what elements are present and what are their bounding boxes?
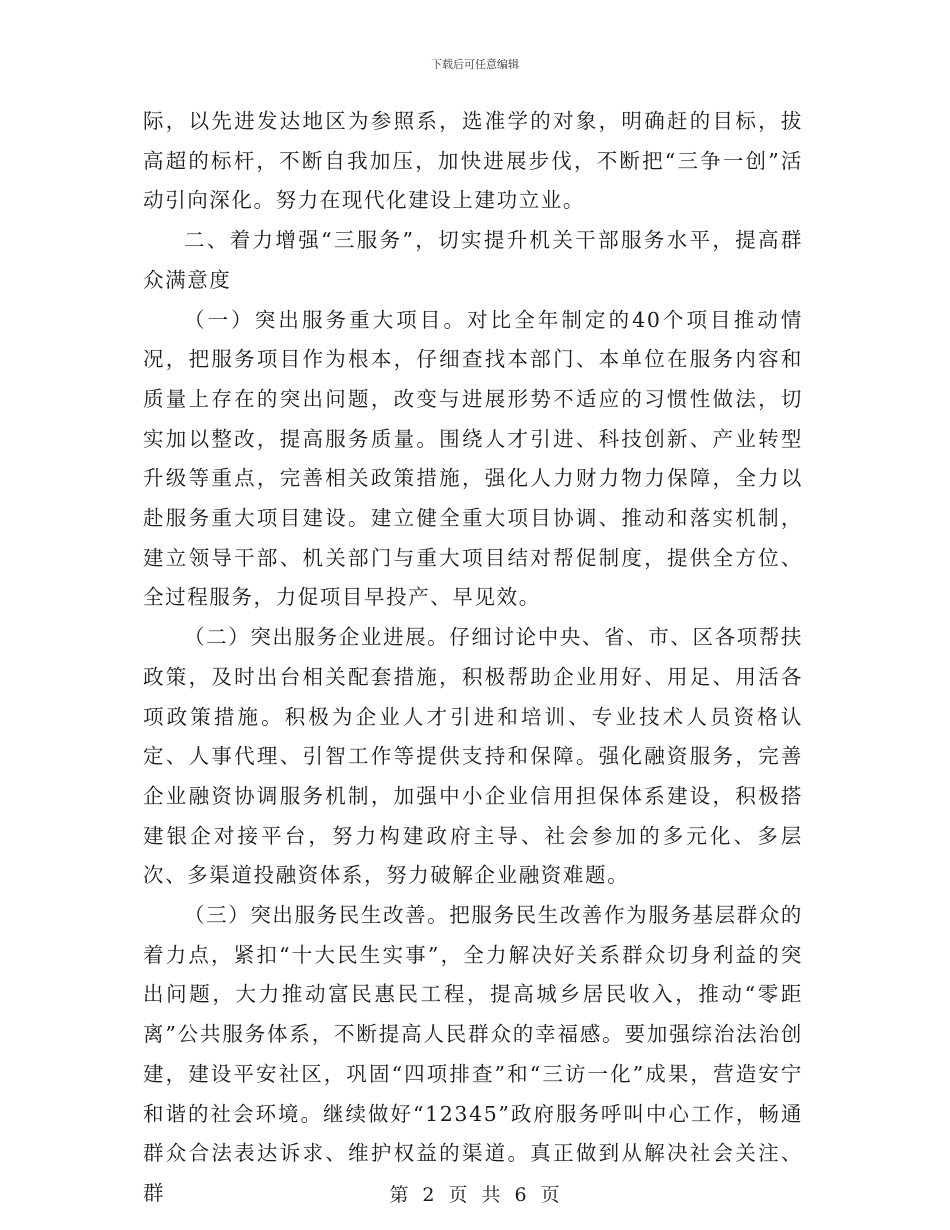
paragraph-1: 际，以先进发达地区为参照系，选准学的对象，明确赶的目标，拔高超的标杆，不断自我加压，加快进展步伐，不断把“三争一创”活动引向深化。努力在现代化建设上建功立业。 <box>143 109 803 213</box>
page-header-note: 下载后可任意编辑 <box>431 58 519 71</box>
paragraph-item-2: （二）突出服务企业进展。仔细讨论中央、省、市、区各项帮扶政策，及时出台相关配套措施，积极帮助企业用好、用足、用活各项政策措施。积极为企业人才引进和培训、专业技术人员资格认定、人事代理、引智工作等提供支持和保障。强化融资服务，完善企业融资协调服务机制，加强中小企业信用担保体系建设，积极搭建银企对接平台，努力构建政府主导、社会参加的多元化、多层次、多渠道投融资体系，努力破解企业融资难题。 <box>143 625 803 888</box>
page-number: 第 2 页 共 6 页 <box>389 1184 561 1206</box>
section-heading-2: 二、着力增强“三服务”，切实提升机关干部服务水平，提高群众满意度 <box>143 228 803 292</box>
paragraph-item-1: （一）突出服务重大项目。对比全年制定的40个项目推动情况，把服务项目作为根本，仔细查找本部门、本单位在服务内容和质量上存在的突出问题，改变与进展形势不适应的习惯性做法，切实加以整改，提高服务质量。围绕人才引进、科技创新、产业转型升级等重点，完善相关政策措施，强化人力财力物力保障，全力以赴服务重大项目建设。建立健全重大项目协调、推动和落实机制，建立领导干部、机关部门与重大项目结对帮促制度，提供全方位、全过程服务，力促项目早投产、早见效。 <box>143 307 803 610</box>
paragraph-item-3: （三）突出服务民生改善。把服务民生改善作为服务基层群众的着力点，紧扣“十大民生实事”，全力解决好关系群众切身利益的突出问题，大力推动富民惠民工程，提高城乡居民收入，推动“零距离”公共服务体系，不断提高人民群众的幸福感。要加强综治法治创建，建设平安社区，巩固“四项排查”和“三访一化”成果，营造安宁和谐的社会环境。继续做好“12345”政府服务呼叫中心工作，畅通群众合法表达诉求、维护权益的渠道。真正做到从解决社会关注、群 <box>143 903 803 1205</box>
document-body <box>143 102 803 1214</box>
